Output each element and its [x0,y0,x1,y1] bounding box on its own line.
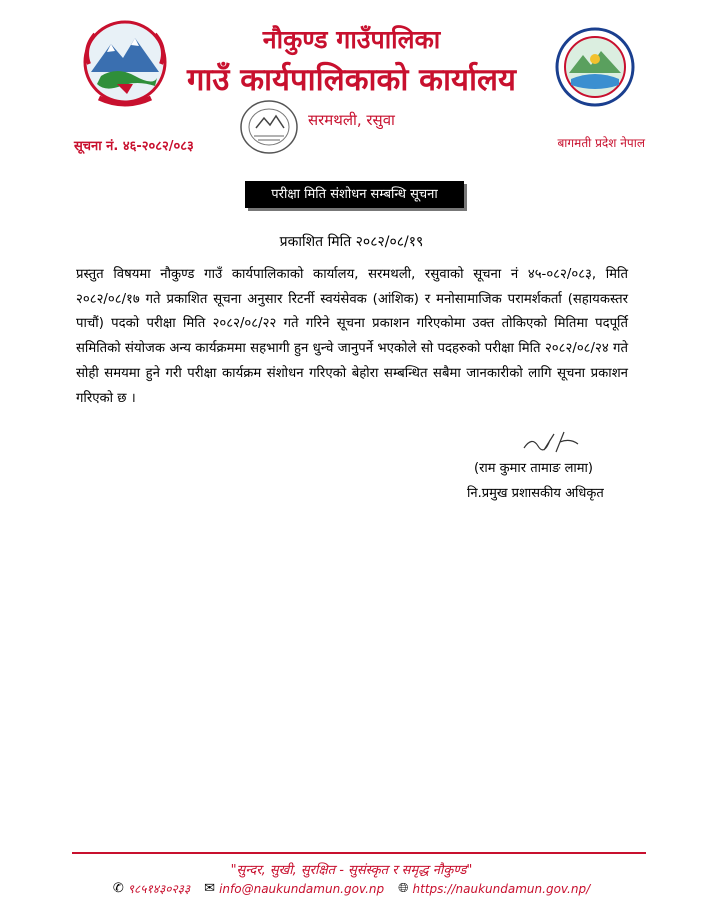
phone-number: ९८५१४३०२३३ [127,882,191,896]
notice-subject: परीक्षा मिति संशोधन सम्बन्धि सूचना [245,181,464,208]
published-date: प्रकाशित मिति २०८२/०८/१९ [279,234,424,250]
website-contact[interactable] [398,881,590,896]
province-name: बागमती प्रदेश नेपाल [557,136,645,150]
signatory-designation: नि.प्रमुख प्रशासकीय अधिकृत [467,486,604,501]
municipality-name: नौकुण्ड गाउँपालिका [262,25,441,54]
notice-number: सूचना नं. ४६-२०८२/०८३ [74,139,194,154]
naukunda-municipality-logo-icon [555,27,635,107]
signatory-name: (राम कुमार तामाङ लामा) [474,461,593,476]
signature-icon [520,428,582,456]
email-address[interactable]: info@naukundamun.gov.np [219,881,385,896]
office-stamp-icon [238,98,300,156]
footer-divider [72,852,646,854]
notice-body: प्रस्तुत विषयमा नौकुण्ड गाउँ कार्यपालिकाको कार्यालय, सरमथली, रसुवाको सूचना नं ४५-०८२/०८३, मिति २०८२/०८/१७ गते प्रकाशित सूचना अनुसार रिटर्नी स्वयंसेवक (आंशिक) र मनोसामाजिक परामर्शकर्ता (सहायकस्तर पाचौं) पदको परीक्षा मिति २०८२/०८/२२ गते गरिने सूचना प्रकाशन गरिएकोमा उक्त तोकिएको मितिमा पदपूर्ति समितिको संयोजक अन्य कार्यक्रममा सहभागी हुन धुन्चे जानुपर्ने भएकोले सो पदहरुको परीक्षा मिति २०८२/०८/२४ गते सोही समयमा हुने गरी परीक्षा कार्यक्रम संशोधन गरिएको बेहोरा सम्बन्धित सबैमा जानकारीको लागि सूचना प्रकाशन गरिएको छ । [76,267,628,406]
mail-icon: ✉ [204,881,216,896]
globe-icon: 🌐︎ [398,881,409,896]
office-location: सरमथली, रसुवा [308,111,395,129]
office-name: गाउँ कार्यपालिकाको कार्यालय [186,62,517,98]
footer-contact [0,880,703,897]
phone-contact [113,880,190,897]
website-link[interactable]: https://naukundamun.gov.np/ [412,881,591,896]
footer-slogan: "सुन्दर, सुखी, सुरक्षित - सुसंस्कृत र समृद्ध नौकुण्ड" [230,863,473,878]
phone-icon: ✆ [112,881,124,896]
email-contact[interactable] [204,881,384,896]
